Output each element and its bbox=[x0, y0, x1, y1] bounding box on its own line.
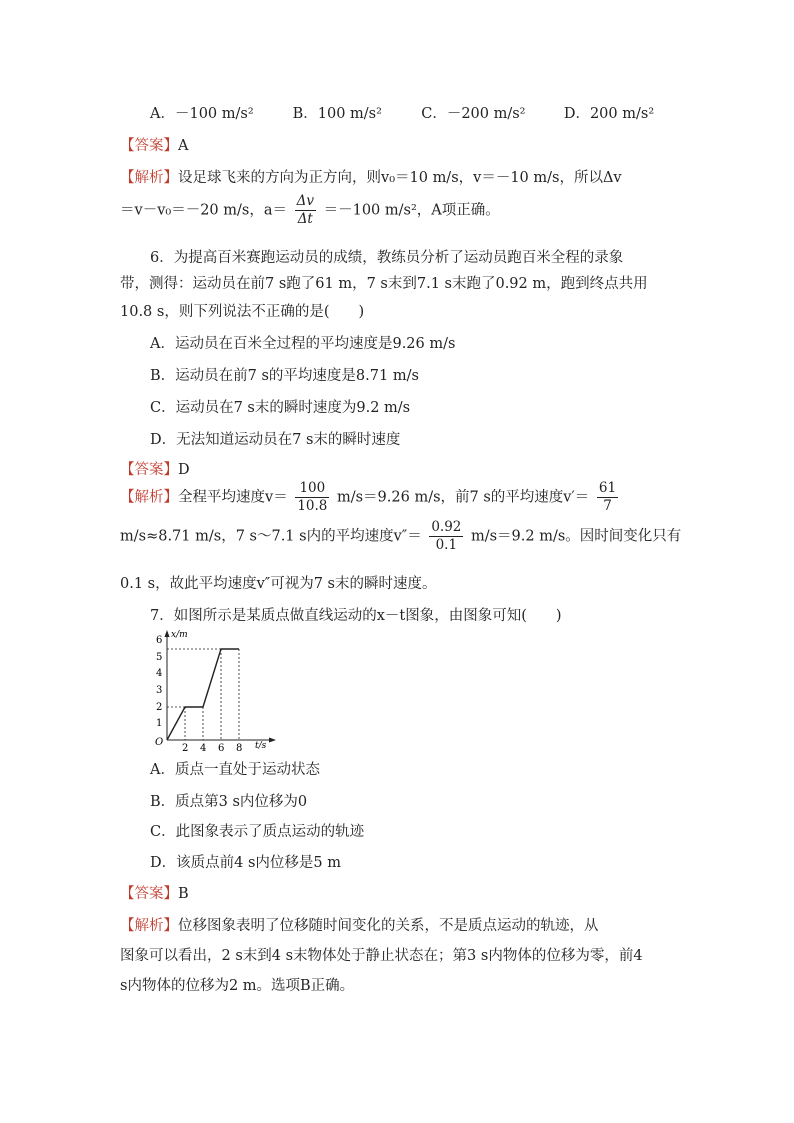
fraction-denominator: 10.8 bbox=[297, 498, 328, 514]
x-tick-label: 4 bbox=[200, 743, 207, 753]
q7-analysis-line1 bbox=[120, 914, 599, 935]
fraction-denominator: 7 bbox=[603, 498, 612, 514]
q7-answer bbox=[120, 882, 189, 903]
fraction-denominator: 0.1 bbox=[435, 537, 458, 553]
analysis-tag: 【解析】 bbox=[120, 489, 178, 506]
q6-analysis-line2 bbox=[120, 519, 681, 554]
fraction bbox=[295, 193, 316, 228]
answer-value: A bbox=[178, 138, 189, 154]
analysis-text: m/s≈8.71 m/s，7 s～7.1 s内的平均速度v″＝ bbox=[120, 528, 422, 545]
x-ticks bbox=[182, 743, 242, 753]
fraction-numerator: Δv bbox=[296, 193, 314, 209]
q5-answer bbox=[120, 134, 188, 155]
q7-option-c: C．此图象表示了质点运动的轨迹 bbox=[150, 824, 365, 840]
q6-stem-line1: 6．为提高百米赛跑运动员的成绩，教练员分析了运动员跑百米全程的录象 bbox=[150, 250, 624, 266]
q6-option-c: C．运动员在7 s末的瞬时速度为9.2 m/s bbox=[150, 400, 411, 416]
y-tick-label: 4 bbox=[156, 668, 163, 679]
answer-tag: 【答案】 bbox=[120, 886, 178, 902]
x-tick-label: 2 bbox=[182, 743, 189, 753]
q5-option-d: D．200 m/s² bbox=[563, 106, 655, 122]
position-time-line bbox=[167, 649, 239, 740]
y-tick-label: 2 bbox=[156, 702, 163, 713]
q5-options bbox=[150, 102, 654, 123]
q6-answer bbox=[120, 458, 190, 479]
q5-analysis-line1 bbox=[120, 166, 622, 187]
fraction-numerator: 100 bbox=[295, 480, 329, 498]
q6-analysis-line1 bbox=[120, 480, 621, 515]
y-axis-label: x/m bbox=[171, 630, 188, 640]
answer-tag: 【答案】 bbox=[120, 138, 178, 154]
q7-option-b: B．质点第3 s内位移为0 bbox=[150, 794, 308, 810]
q6-analysis-line3: 0.1 s，故此平均速度v″可视为7 s末的瞬时速度。 bbox=[120, 576, 437, 592]
q5-option-b: B．100 m/s² bbox=[292, 106, 382, 122]
analysis-tag: 【解析】 bbox=[120, 918, 178, 934]
q7-stem: 7．如图所示是某质点做直线运动的x－t图象，由图象可知( ) bbox=[150, 608, 562, 624]
q5-option-c: C．－200 m/s² bbox=[421, 106, 526, 122]
guide-lines bbox=[167, 649, 239, 740]
y-tick-label: 6 bbox=[156, 635, 163, 646]
answer-value: D bbox=[178, 462, 190, 478]
analysis-text: m/s＝9.2 m/s。因时间变化只有 bbox=[470, 528, 682, 545]
y-ticks bbox=[156, 635, 162, 729]
analysis-tag: 【解析】 bbox=[120, 170, 178, 186]
analysis-text: m/s＝9.26 m/s，前7 s的平均速度v′＝ bbox=[336, 489, 590, 506]
q5-analysis-line2 bbox=[120, 193, 500, 228]
x-tick-label: 6 bbox=[218, 743, 225, 753]
q7-option-d: D．该质点前4 s内位移是5 m bbox=[150, 855, 341, 871]
fraction bbox=[597, 480, 618, 515]
y-tick-label: 1 bbox=[156, 718, 163, 729]
x-axis-label: t/s bbox=[255, 741, 267, 751]
x-axis-arrow bbox=[269, 738, 276, 743]
fraction bbox=[295, 480, 329, 515]
analysis-text: 位移图象表明了位移随时间变化的关系，不是质点运动的轨迹，从 bbox=[178, 918, 599, 934]
fraction-denominator: Δt bbox=[297, 211, 313, 227]
q6-option-a: A．运动员在百米全过程的平均速度是9.26 m/s bbox=[150, 336, 456, 352]
q7-option-a: A．质点一直处于运动状态 bbox=[150, 762, 320, 778]
fraction-numerator: 61 bbox=[598, 480, 617, 496]
fraction-numerator: 0.92 bbox=[431, 519, 462, 535]
q6-stem-line3: 10.8 s，则下列说法不正确的是( ) bbox=[120, 304, 365, 320]
y-tick-label: 5 bbox=[156, 652, 163, 663]
answer-value: B bbox=[178, 886, 189, 902]
fraction bbox=[429, 519, 463, 554]
analysis-text: ＝－100 m/s²，A项正确。 bbox=[323, 202, 500, 219]
y-tick-label: 3 bbox=[156, 685, 163, 696]
origin-label: O bbox=[155, 737, 164, 748]
q7-analysis-line3: s内物体的位移为2 m。选项B正确。 bbox=[120, 978, 355, 994]
x-tick-label: 8 bbox=[236, 743, 243, 753]
analysis-text: ＝v－v₀＝－20 m/s，a＝ bbox=[120, 202, 287, 219]
xt-graph bbox=[150, 628, 280, 753]
q6-option-d: D．无法知道运动员在7 s末的瞬时速度 bbox=[150, 432, 401, 448]
q6-option-b: B．运动员在前7 s的平均速度是8.71 m/s bbox=[150, 368, 419, 384]
y-axis-arrow bbox=[165, 630, 170, 637]
analysis-text: 全程平均速度v＝ bbox=[178, 489, 288, 506]
answer-tag: 【答案】 bbox=[120, 462, 178, 478]
q7-analysis-line2: 图象可以看出，2 s末到4 s末物体处于静止状态在；第3 s内物体的位移为零，前4 bbox=[120, 948, 643, 964]
q6-stem-line2: 带，测得：运动员在前7 s跑了61 m，7 s末到7.1 s末跑了0.92 m，跑到终点共用 bbox=[120, 276, 648, 292]
analysis-text: 设足球飞来的方向为正方向，则v₀＝10 m/s，v＝－10 m/s，所以Δv bbox=[178, 170, 622, 186]
q5-option-a: A．－100 m/s² bbox=[150, 106, 254, 122]
